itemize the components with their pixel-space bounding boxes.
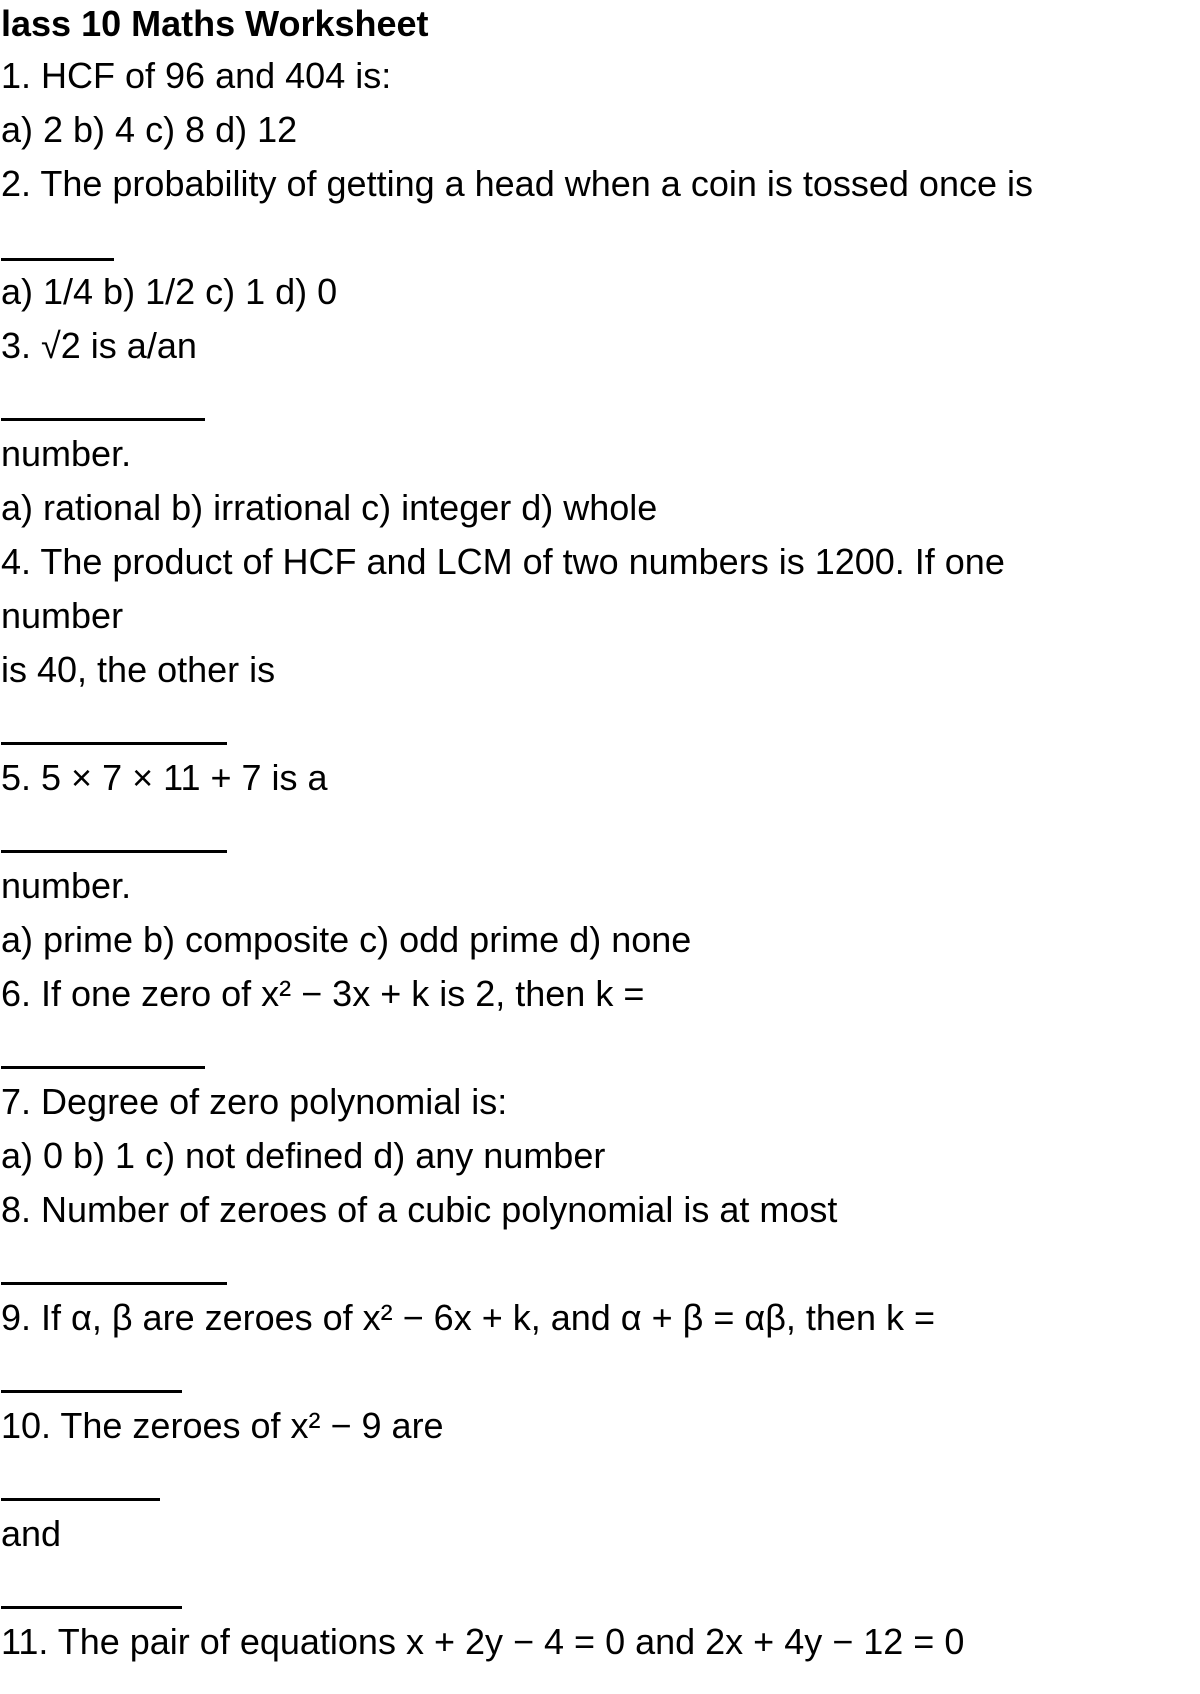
question-1-options: a) 2 b) 4 c) 8 d) 12	[1, 109, 298, 150]
question-4-text-line-2: number	[1, 595, 124, 636]
question-9-text: 9. If α, β are zeroes of x² − 6x + k, and α + β = αβ, then k =	[1, 1297, 935, 1338]
question-2-answer-blank	[1, 258, 114, 261]
question-1-text: 1. HCF of 96 and 404 is:	[1, 55, 392, 96]
question-2-options: a) 1/4 b) 1/2 c) 1 d) 0	[1, 271, 338, 312]
question-5-text-continued: number.	[1, 865, 132, 906]
question-3-options: a) rational b) irrational c) integer d) whole	[1, 487, 658, 528]
question-4-text: 4. The product of HCF and LCM of two numbers is 1200. If one	[1, 541, 1005, 582]
question-7-text: 7. Degree of zero polynomial is:	[1, 1081, 508, 1122]
question-7-options: a) 0 b) 1 c) not defined d) any number	[1, 1135, 606, 1176]
question-3-answer-blank	[1, 418, 205, 421]
question-5-options: a) prime b) composite c) odd prime d) none	[1, 919, 692, 960]
question-6-text: 6. If one zero of x² − 3x + k is 2, then k =	[1, 973, 645, 1014]
question-6-answer-blank	[1, 1066, 205, 1069]
question-8-answer-blank	[1, 1282, 227, 1285]
question-10-text-continued: and	[1, 1513, 62, 1554]
question-9-answer-blank	[1, 1390, 182, 1393]
question-8-text: 8. Number of zeroes of a cubic polynomial is at most	[1, 1189, 838, 1230]
worksheet-title: lass 10 Maths Worksheet	[1, 3, 429, 44]
question-10-answer-blank-1	[1, 1498, 160, 1501]
question-10-text: 10. The zeroes of x² − 9 are	[1, 1405, 444, 1446]
question-3-text: 3. √2 is a/an	[1, 325, 197, 366]
question-10-answer-blank-2	[1, 1606, 182, 1609]
question-5-text: 5. 5 × 7 × 11 + 7 is a	[1, 757, 328, 798]
question-4-answer-blank	[1, 742, 227, 745]
question-2-text: 2. The probability of getting a head when a coin is tossed once is	[1, 163, 1033, 204]
question-5-answer-blank	[1, 850, 227, 853]
question-11-text: 11. The pair of equations x + 2y − 4 = 0 and 2x + 4y − 12 = 0	[1, 1621, 965, 1662]
question-4-text-line-3: is 40, the other is	[1, 649, 276, 690]
question-3-text-continued: number.	[1, 433, 132, 474]
